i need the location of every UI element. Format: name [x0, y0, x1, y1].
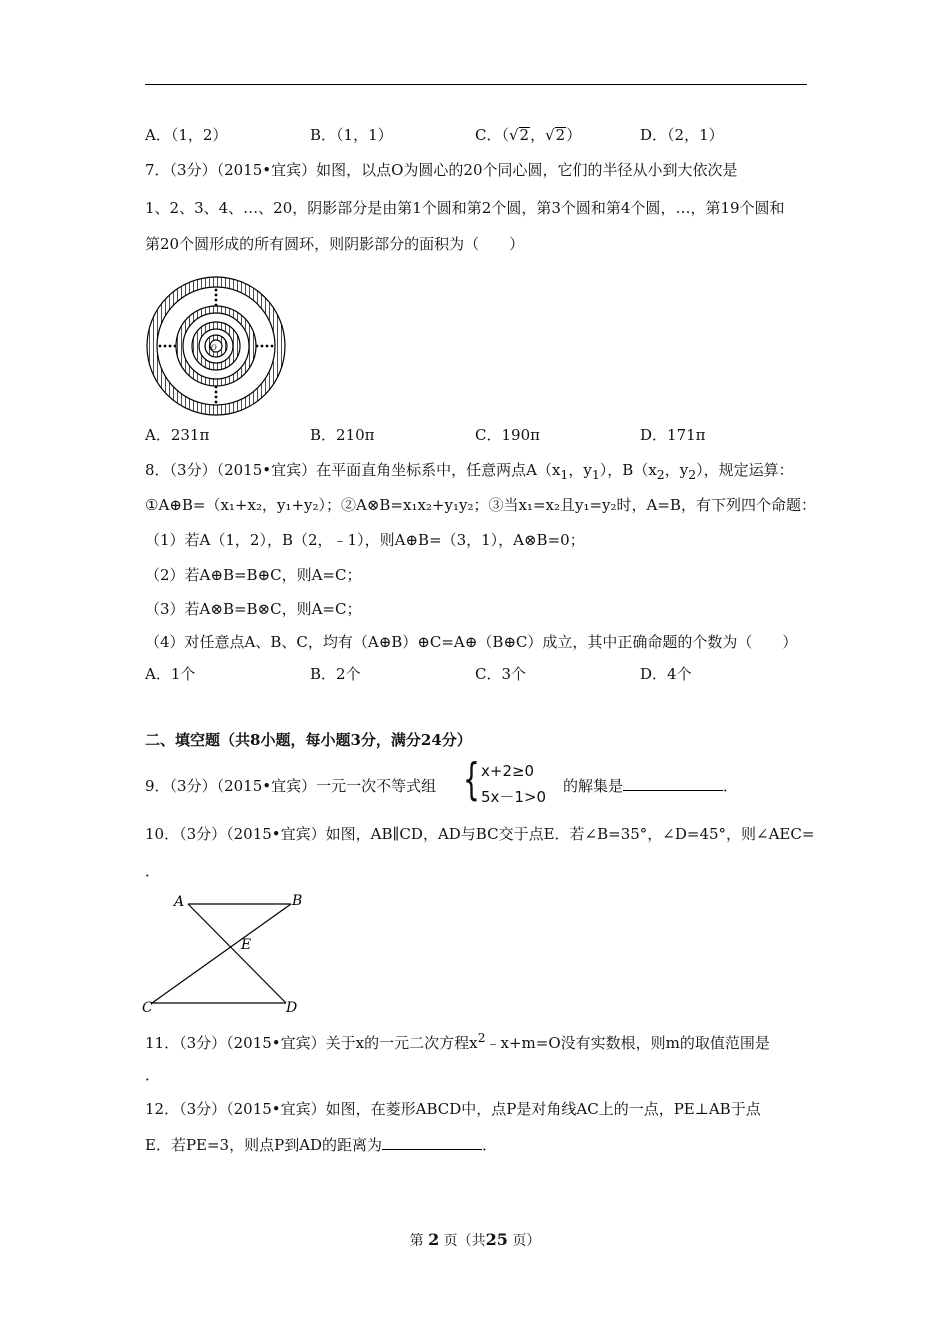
q7-option-b: B．210π	[310, 426, 375, 444]
q7-line-2: 1、2、3、4、…、20，阴影部分是由第1个圆和第2个圆，第3个圆和第4个圆，…，第19个圆和	[145, 199, 785, 217]
page-number: 2	[428, 1230, 440, 1249]
q8-proposition-2: （2）若A⊕B=B⊕C，则A=C；	[145, 566, 362, 584]
inequality-system	[463, 754, 563, 810]
q7-line-3: 第20个圆形成的所有圆环，则阴影部分的面积为（ ）	[145, 235, 525, 253]
segment-ad	[188, 904, 286, 1003]
parallel-lines-figure	[140, 890, 310, 1015]
q6-option-b: B．（1，1）	[310, 126, 393, 144]
q10-line-2: ．	[145, 862, 161, 880]
label-d: D	[286, 1000, 298, 1015]
label-e: E	[241, 937, 252, 953]
q8-proposition-3: （3）若A⊗B=B⊗C，则A=C；	[145, 600, 362, 618]
q9-prefix: 9．（3分）（2015•宜宾）一元一次不等式组	[145, 777, 437, 795]
q11-line-2: ．	[145, 1066, 161, 1084]
q8-option-a: A．1个	[145, 665, 196, 683]
q12-answer-blank	[382, 1135, 482, 1150]
q8-option-c: C．3个	[475, 665, 527, 683]
center-label-o: O	[211, 344, 217, 352]
q8-proposition-1: （1）若A（1，2），B（2，﹣1），则A⊕B=（3，1），A⊗B=0；	[145, 531, 585, 549]
q12-line-1: 12．（3分）（2015•宜宾）如图，在菱形ABCD中，点P是对角线AC上的一点，PE⊥AB于点	[145, 1100, 761, 1118]
q6-option-a: A．（1，2）	[145, 126, 228, 144]
label-a: A	[174, 894, 185, 910]
inequality-row-2: 5x－1>0	[481, 788, 547, 806]
page-total: 25	[485, 1230, 508, 1249]
section-2-title: 二、填空题（共8小题，每小题3分，满分24分）	[145, 731, 472, 749]
header-rule	[145, 84, 807, 85]
q7-option-a: A．231π	[145, 426, 210, 444]
q7-option-c: C．190π	[475, 426, 540, 444]
inequality-row-1: x+2≥0	[481, 762, 535, 780]
q9-suffix: 的解集是 ．	[563, 777, 739, 795]
q10-line-1: 10．（3分）（2015•宜宾）如图，AB∥CD，AD与BC交于点E．若∠B=35°，∠D=45°，则∠AEC=	[145, 825, 815, 843]
q6-option-d: D．（2，1）	[640, 126, 724, 144]
page-footer: 第 2 页（共25 页）	[409, 1230, 541, 1249]
q6-option-c: C．（√2，√2）	[475, 126, 582, 144]
label-b: B	[292, 893, 303, 909]
q11-line-1: 11．（3分）（2015•宜宾）关于x的一元二次方程$x^2﹣x+m=O$没有实数根，则m的取值范围是	[145, 1030, 770, 1052]
q8-option-b: B．2个	[310, 665, 361, 683]
q12-line-2: E．若PE=3，则点P到AD的距离为 ．	[145, 1136, 498, 1154]
label-c: C	[142, 1000, 153, 1015]
q9-answer-blank	[623, 776, 723, 791]
segment-bc	[152, 904, 291, 1003]
figure-segments	[152, 904, 291, 1003]
q7-option-d: D．171π	[640, 426, 706, 444]
q8-line-1: 8．（3分）（2015•宜宾）在平面直角坐标系中，任意两点$A(x_1$，$y_1$），$B(x_2$，$y_2$），规定运算：	[145, 461, 794, 482]
q8-option-d: D．4个	[640, 665, 692, 683]
q8-proposition-4: （4）对任意点A、B、C，均有（A⊕B）⊕C=A⊕（B⊕C）成立，其中正确命题的个数为（ ）	[145, 633, 798, 651]
brace-icon: {	[463, 754, 480, 805]
concentric-circles-figure	[145, 275, 287, 417]
q7-line-1: 7．（3分）（2015•宜宾）如图，以点O为圆心的20个同心圆，它们的半径从小到大依次是	[145, 161, 738, 179]
q8-line-2: ①A⊕B=（x₁+x₂，y₁+y₂）；②A⊗B=x₁x₂+y₁y₂；③当x₁=x₂且y₁=y₂时，A=B，有下列四个命题：	[145, 496, 816, 514]
